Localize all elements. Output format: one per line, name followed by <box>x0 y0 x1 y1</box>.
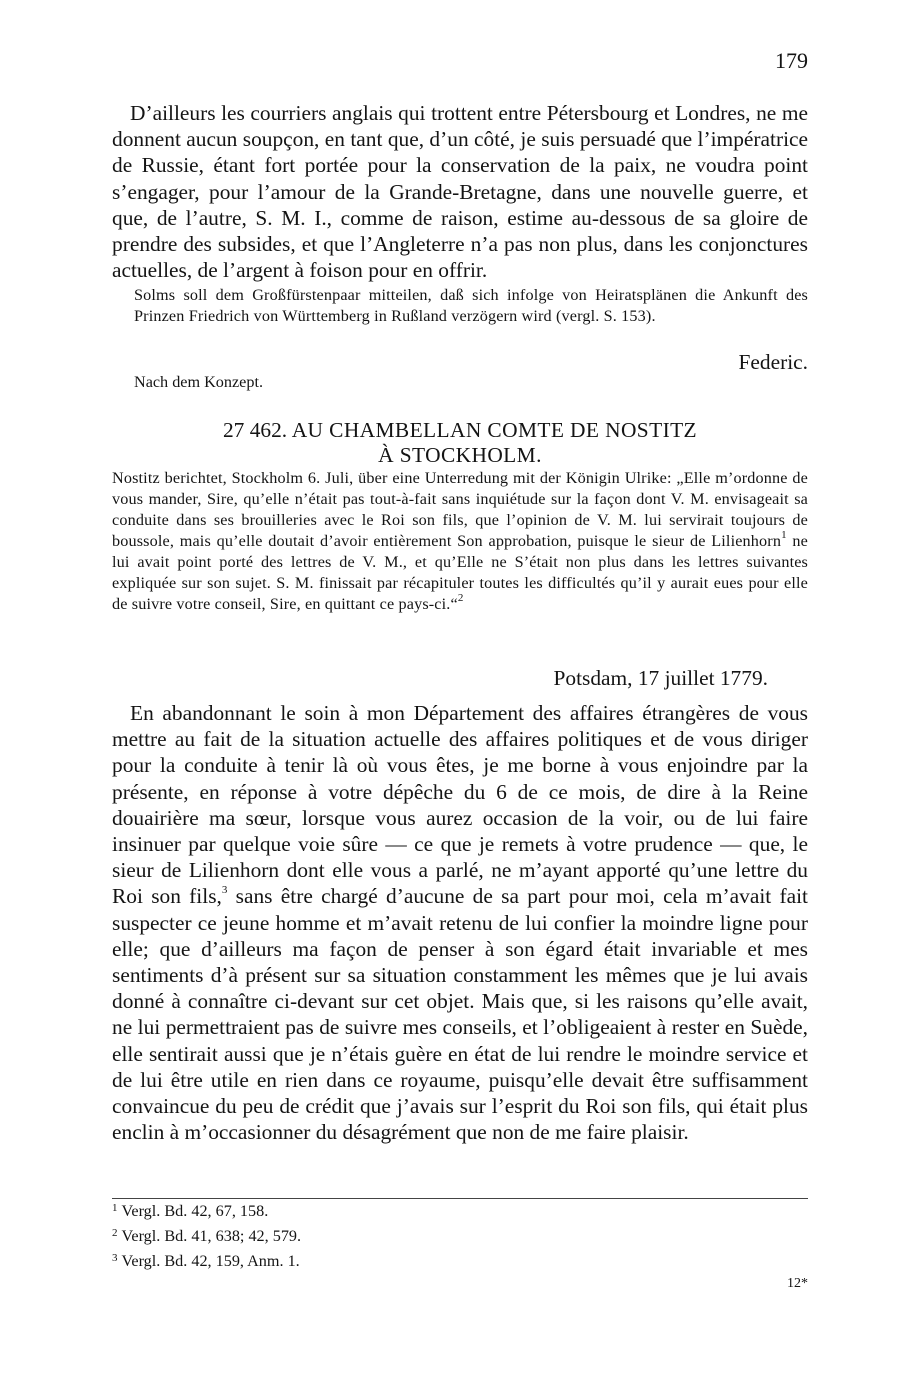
footnote-text: Vergl. Bd. 42, 159, Anm. 1. <box>121 1252 300 1270</box>
letter-paragraph: D’ailleurs les courriers anglais qui trottent entre Pétersbourg et Londres, ne me donnent aucun soupçon, en tant que, d’un côté, je suis persuadé que l’impératrice de Russie, étant fort portée pour la conservation de la paix, ne voudra point s’engager, pour l’amour de la Grande-Bretagne, dans une nouvelle guerre, et que, de l’autre, S. M. I., comme de raison, estime au-dessous de sa gloire de prendre des subsides, et que l’Angleterre n’a pas non plus, dans les conjonctures actuelles, de l’argent à foison pour en offrir. <box>112 101 808 283</box>
footnote-text: Vergl. Bd. 41, 638; 42, 579. <box>121 1227 302 1245</box>
footnote-ref-2: 2 <box>457 591 464 604</box>
letter-number: 27 462. <box>222 418 288 442</box>
page-number: 179 <box>775 48 808 73</box>
summary-text-part-1: Nostitz berichtet, Stockholm 6. Juli, über eine Unterredung mit der Königin Ulrike: „Elle m’ordonne de vous mander, Sire, qu’elle n’était pas tout-à-fait sans inquiétude sur la façon dont V. M. envisageait sa conduite dans ses brouilleries avec le Roi son fils, que l’opinion de V. M. lui servirait toujours de boussole, mais qu’elle doutait d’avoir entièrement Son approbation, puisque le sieur de Lilienhorn <box>112 469 808 550</box>
footnote-divider <box>112 1198 808 1199</box>
heading-line-1 <box>112 418 808 443</box>
editorial-summary-nostitz <box>112 468 808 615</box>
footnote-ref-3: 3 <box>221 884 228 897</box>
source-note: Nach dem Konzept. <box>134 373 264 391</box>
signature: Federic. <box>738 350 808 374</box>
footnote <box>112 1225 808 1250</box>
letter-heading <box>112 418 808 468</box>
footnote-text: Vergl. Bd. 42, 67, 158. <box>121 1202 269 1220</box>
heading-line-2: À STOCKHOLM. <box>378 443 542 467</box>
footnote-mark: 3 <box>112 1252 118 1264</box>
footnote <box>112 1250 808 1275</box>
footnote <box>112 1200 808 1225</box>
editorial-summary: Solms soll dem Großfürstenpaar mitteilen, daß sich infolge von Heiratsplänen die Ankunft des Prinzen Friedrich von Württemberg in Rußland verzögern wird (vergl. S. 153). <box>134 286 808 325</box>
letter-body-part-2: sans être chargé d’aucune de sa part pour moi, cela m’avait fait suspecter ce jeune homme et m’avait retenu de lui confier la moindre ligne pour elle; que d’ailleurs ma façon de penser à son égard était invariable et mes sentiments d’à présent sur sa situation constamment les mêmes que je lui avais donné à connaître ci-devant sur cet objet. Mais que, si les raisons qu’elle avait, ne lui permettraient pas de suivre mes conseils, et l’obligeaient à rester en Suède, elle sentirait aussi que je n’étais guère en état de lui rendre le moindre service et de lui être utile en rien dans ce royaume, puisqu’elle devait être suffisamment convaincue du peu de crédit que j’avais sur l’esprit du Roi son fils, qui était plus enclin à m’occasionner du désagrément que non de me faire plaisir. <box>112 884 809 1145</box>
summary-text-part-2: ne lui avait point porté des lettres de V. M., et qu’Elle ne S’était non plus dans les lettres suivantes expliquée sur son sujet. S. M. finissait par récapituler toutes les difficultés qu’il y aurait eues pour elle de suivre votre conseil, Sire, en quittant ce pays-ci.“ <box>112 532 808 613</box>
footnotes <box>112 1200 808 1275</box>
heading-addressee: AU CHAMBELLAN COMTE DE NOSTITZ <box>291 418 698 442</box>
letter-body <box>112 700 808 1145</box>
letter-body-part-1: En abandonnant le soin à mon Département des affaires étrangères de vous mettre au fait de la situation actuelle des affaires politiques et de vous diriger pour la conduite à tenir là où vous êtes, je me borne à vous enjoindre par la présente, en réponse à votre dépêche du 6 de ce mois, de dire à la Reine douairière ma sœur, lorsque vous aurez occasion de la voir, ou de lui faire insinuer par quelque voie sûre — ce que je remets à votre prudence — que, le sieur de Lilienhorn dont elle vous a parlé, ne m’ayant apporté qu’une lettre du Roi son fils, <box>112 701 808 909</box>
dateline: Potsdam, 17 juillet 1779. <box>553 666 768 690</box>
sheet-signature-mark: 12* <box>787 1276 808 1291</box>
footnote-ref-1: 1 <box>781 528 787 541</box>
footnote-mark: 1 <box>112 1202 118 1214</box>
footnote-mark: 2 <box>112 1227 118 1239</box>
